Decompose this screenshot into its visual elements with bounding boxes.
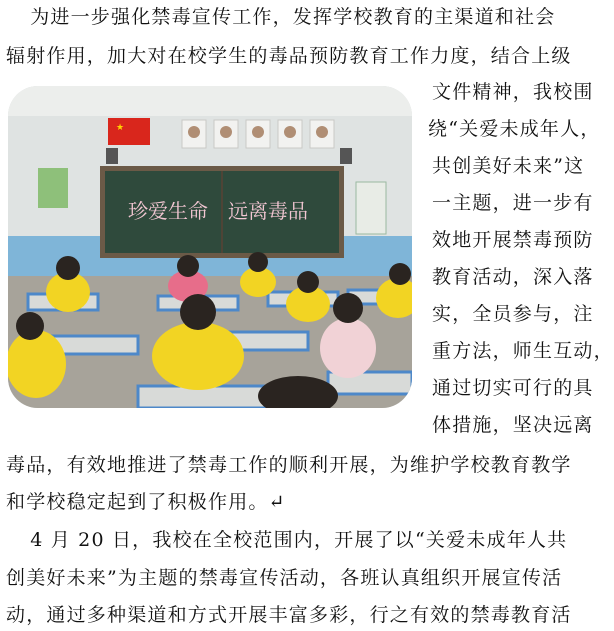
paragraph-1-line-14: 和学校稳定起到了积极作用。↵ [6,491,286,513]
wrap-line-5: 效地开展禁毒预防 [432,229,594,251]
wrap-line-6: 教育活动，深入落 [432,266,594,288]
wrap-line-3: 共创美好未来”这 [432,155,585,177]
paragraph-2-line-1: 4 月 20 日，我校在全校范围内，开展了以“关爱未成年人共 [10,529,568,551]
paragraph-1-line-1: 为进一步强化禁毒宣传工作，发挥学校教育的主渠道和社会 [10,6,556,28]
flag [108,118,150,145]
blackboard-text: 珍爱生命 远离毒品 [128,199,308,223]
classroom-photo [8,86,412,408]
flag-star: ★ [116,123,125,133]
poster-left [38,168,68,208]
wrap-line-7: 实，全员参与，注 [432,303,594,325]
paragraph-1-line-13: 毒品，有效地推进了禁毒工作的顺利开展，为维护学校教育教学 [6,454,572,476]
speaker-right [340,148,352,164]
wrap-line-8: 重方法，师生互动， [432,340,614,362]
classroom-photo-drawing [8,86,412,408]
paragraph-2-line-2: 创美好未来”为主题的禁毒宣传活动，各班认真组织开展宣传活 [6,567,563,589]
poster-right [356,182,386,234]
wrap-line-9: 通过切实可行的具 [432,377,594,399]
speaker-left [106,148,118,164]
wrap-line-1: 文件精神，我校围 [432,81,594,103]
paragraph-2-line-3: 动，通过多种渠道和方式开展丰富多彩，行之有效的禁毒教育活 [6,604,572,626]
wrap-line-10: 体措施，坚决远离 [432,414,594,436]
wrap-line-4: 一主题，进一步有 [432,192,594,214]
wrap-line-2: 绕“关爱未成年人， [428,118,601,140]
ceiling [8,86,412,116]
portraits [182,120,334,148]
paragraph-1-line-2: 辐射作用，加大对在校学生的毒品预防教育工作力度，结合上级 [6,45,572,67]
